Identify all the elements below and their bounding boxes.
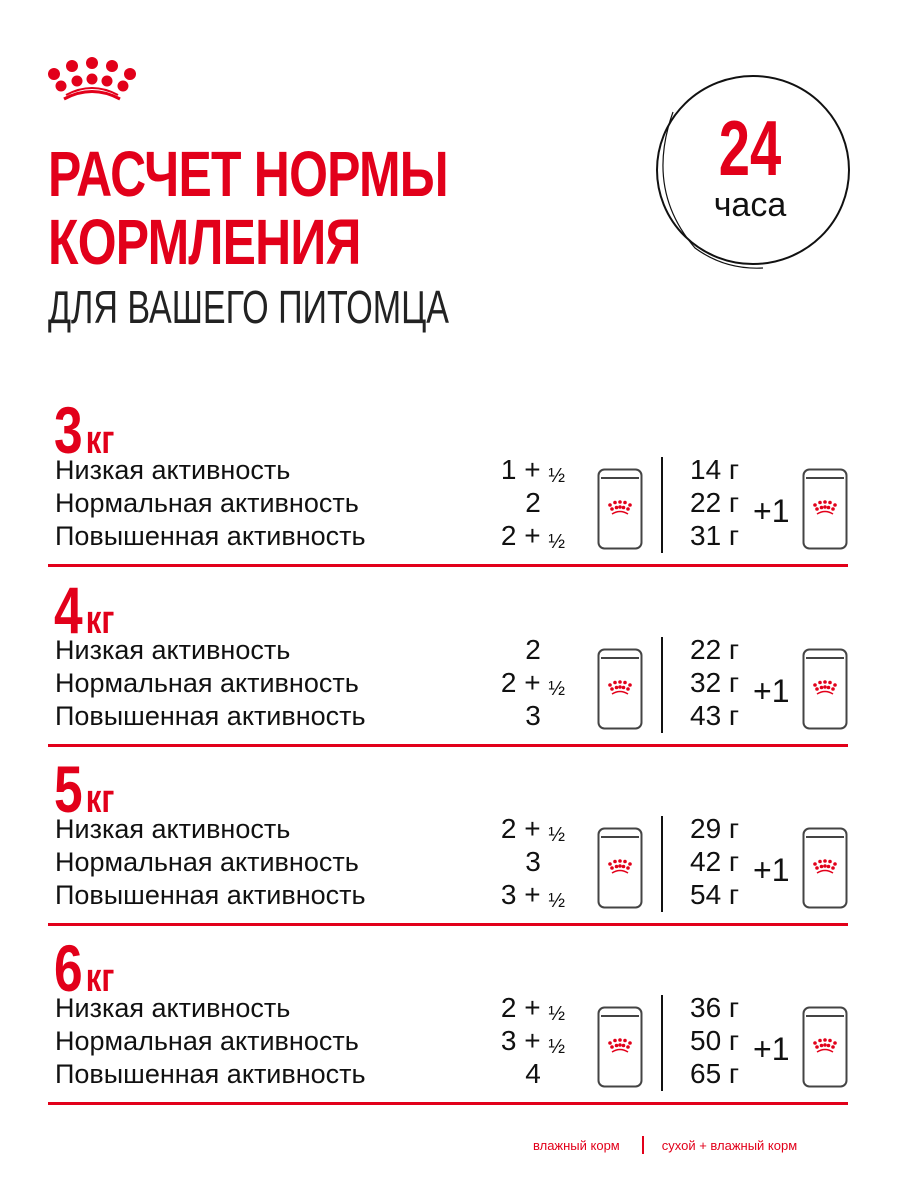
weight-value: 3 bbox=[54, 393, 83, 467]
weight-unit: кг bbox=[85, 598, 115, 642]
activity-label: Повышенная активность bbox=[55, 521, 366, 551]
legend bbox=[533, 1136, 797, 1154]
dry-food-grams: 22 г bbox=[690, 487, 740, 518]
activity-label: Низкая активность bbox=[55, 993, 291, 1023]
wet-fraction: ½ bbox=[548, 824, 566, 846]
page-title bbox=[48, 140, 448, 276]
section-divider bbox=[48, 1102, 848, 1105]
pouch-icon bbox=[597, 827, 643, 909]
weight-value: 6 bbox=[54, 931, 83, 1005]
dry-food-grams: 36 г bbox=[690, 992, 740, 1023]
wet-whole: 2 + bbox=[500, 520, 549, 551]
column-divider bbox=[661, 457, 663, 553]
wet-fraction: ½ bbox=[548, 890, 566, 912]
royal-canin-crown-icon bbox=[44, 50, 140, 102]
wet-food-pouches bbox=[468, 847, 598, 883]
column-divider bbox=[661, 816, 663, 912]
wet-fraction: ½ bbox=[548, 1003, 566, 1025]
pouch-icon bbox=[802, 648, 848, 730]
wet-whole: 2 + bbox=[500, 667, 549, 698]
badge-unit: часа bbox=[713, 186, 787, 224]
dry-food-grams: 31 г bbox=[690, 520, 740, 551]
weight-section-4kg bbox=[48, 575, 848, 747]
legend-divider bbox=[642, 1136, 644, 1154]
activity-label: Низкая активность bbox=[55, 635, 291, 665]
section-divider bbox=[48, 923, 848, 926]
pouch-icon bbox=[597, 1006, 643, 1088]
section-divider bbox=[48, 564, 848, 567]
wet-food-pouches bbox=[468, 814, 598, 850]
dry-food-grams: 14 г bbox=[690, 454, 740, 485]
column-divider bbox=[661, 995, 663, 1091]
dry-food-grams: 50 г bbox=[690, 1025, 740, 1056]
activity-label: Повышенная активность bbox=[55, 880, 366, 910]
column-divider bbox=[661, 637, 663, 733]
wet-food-pouches bbox=[468, 880, 598, 916]
wet-whole: 2 + bbox=[500, 813, 549, 844]
wet-whole: 1 + bbox=[500, 454, 549, 485]
weight-section-3kg bbox=[48, 395, 848, 567]
wet-food-pouches bbox=[468, 635, 598, 671]
wet-whole: 3 + bbox=[500, 1025, 549, 1056]
weight-unit: кг bbox=[85, 777, 115, 821]
dry-food-grams: 29 г bbox=[690, 813, 740, 844]
wet-whole: 2 bbox=[525, 634, 541, 665]
wet-whole: 2 bbox=[525, 487, 541, 518]
weight-unit: кг bbox=[85, 418, 115, 462]
wet-whole: 2 + bbox=[500, 992, 549, 1023]
wet-whole: 3 bbox=[525, 846, 541, 877]
weight-section-6kg bbox=[48, 933, 848, 1105]
legend-dry-wet-food: сухой + влажный корм bbox=[661, 1138, 798, 1153]
wet-whole: 3 + bbox=[500, 879, 549, 910]
pouch-icon bbox=[802, 827, 848, 909]
plus-one-pouch: +1 bbox=[753, 493, 790, 529]
weight-value: 4 bbox=[54, 573, 83, 647]
activity-label: Повышенная активность bbox=[55, 701, 366, 731]
activity-label: Повышенная активность bbox=[55, 1059, 366, 1089]
wet-food-pouches bbox=[468, 1059, 598, 1095]
activity-label: Низкая активность bbox=[55, 455, 291, 485]
dry-food-grams: 54 г bbox=[690, 879, 740, 910]
activity-label: Низкая активность bbox=[55, 814, 291, 844]
title-line-2: КОРМЛЕНИЯ bbox=[48, 206, 361, 278]
wet-fraction: ½ bbox=[548, 678, 566, 700]
dry-food-grams: 32 г bbox=[690, 667, 740, 698]
dry-food-grams: 65 г bbox=[690, 1058, 740, 1089]
wet-food-pouches bbox=[468, 521, 598, 557]
pouch-icon bbox=[802, 468, 848, 550]
pouch-icon bbox=[597, 648, 643, 730]
wet-food-pouches bbox=[468, 1026, 598, 1062]
activity-label: Нормальная активность bbox=[55, 668, 359, 698]
plus-one-pouch: +1 bbox=[753, 673, 790, 709]
wet-food-pouches bbox=[468, 668, 598, 704]
24-hours-badge bbox=[645, 70, 865, 270]
wet-fraction: ½ bbox=[548, 531, 566, 553]
plus-one-pouch: +1 bbox=[753, 1031, 790, 1067]
section-divider bbox=[48, 744, 848, 747]
dry-food-grams: 22 г bbox=[690, 634, 740, 665]
activity-label: Нормальная активность bbox=[55, 488, 359, 518]
wet-whole: 3 bbox=[525, 700, 541, 731]
badge-number: 24 bbox=[718, 104, 782, 192]
legend-wet-food: влажный корм bbox=[533, 1138, 620, 1153]
wet-food-pouches bbox=[468, 455, 598, 491]
wet-food-pouches bbox=[468, 701, 598, 737]
title-line-1: РАСЧЕТ НОРМЫ bbox=[48, 138, 448, 210]
wet-fraction: ½ bbox=[548, 1036, 566, 1058]
weight-value: 5 bbox=[54, 752, 83, 826]
page-subtitle: ДЛЯ ВАШЕГО ПИТОМЦА bbox=[48, 281, 449, 333]
wet-fraction: ½ bbox=[548, 465, 566, 487]
wet-food-pouches bbox=[468, 488, 598, 524]
activity-label: Нормальная активность bbox=[55, 1026, 359, 1056]
pouch-icon bbox=[597, 468, 643, 550]
weight-unit: кг bbox=[85, 956, 115, 1000]
wet-whole: 4 bbox=[525, 1058, 541, 1089]
wet-food-pouches bbox=[468, 993, 598, 1029]
plus-one-pouch: +1 bbox=[753, 852, 790, 888]
weight-section-5kg bbox=[48, 754, 848, 926]
activity-label: Нормальная активность bbox=[55, 847, 359, 877]
dry-food-grams: 43 г bbox=[690, 700, 740, 731]
pouch-icon bbox=[802, 1006, 848, 1088]
dry-food-grams: 42 г bbox=[690, 846, 740, 877]
